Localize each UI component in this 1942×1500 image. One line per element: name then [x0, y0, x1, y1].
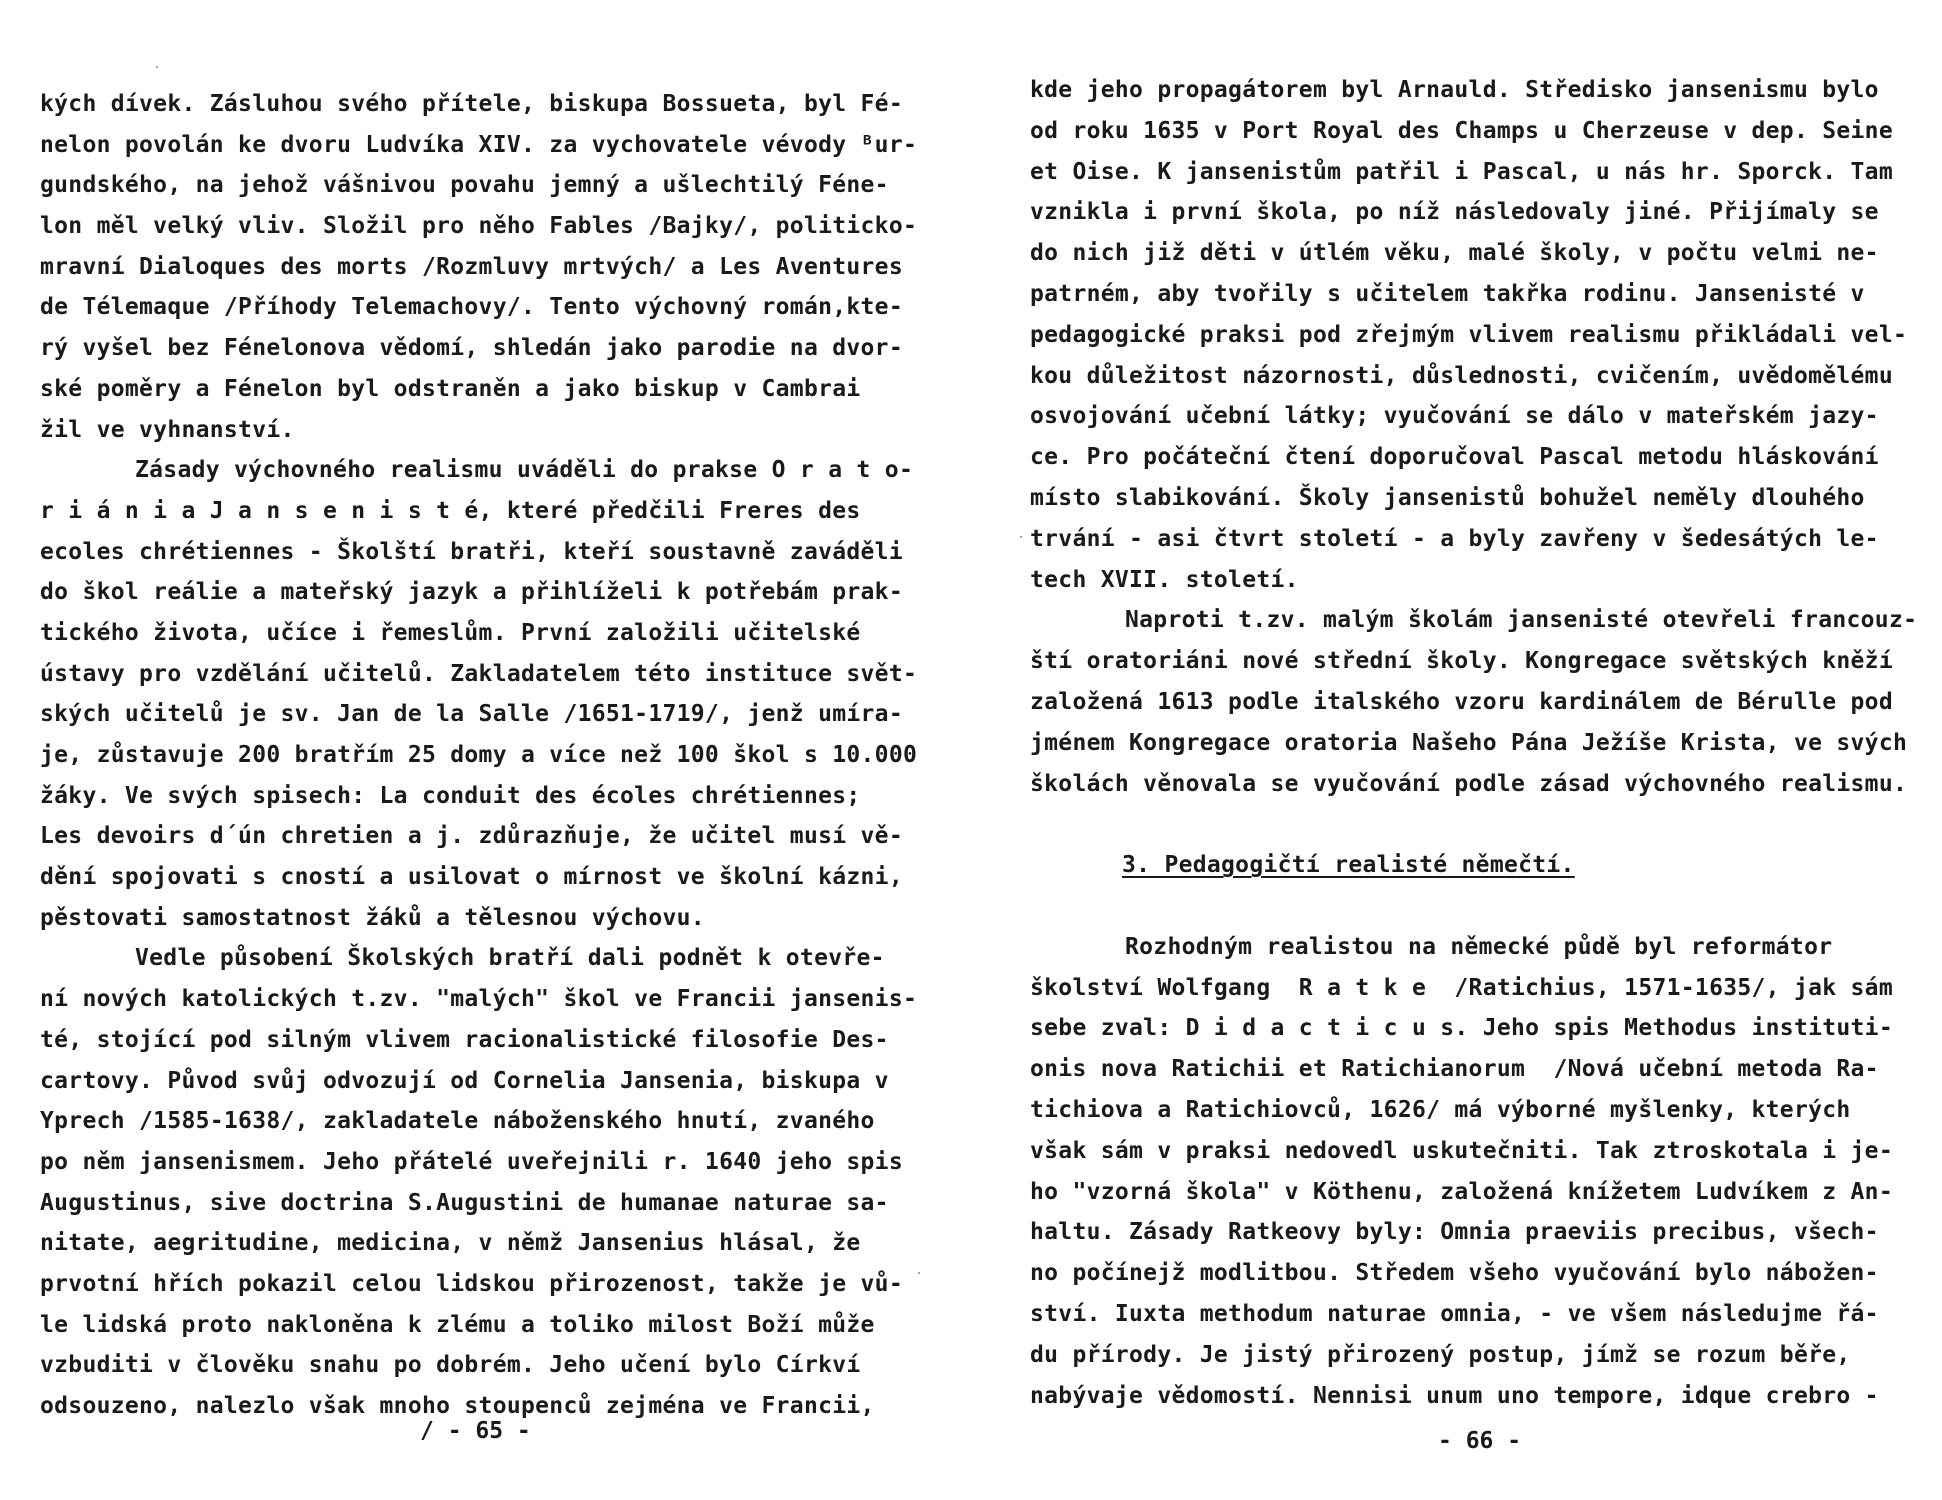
text-line: lon měl velký vliv. Složil pro něho Fables /Bajky/, politicko- — [40, 213, 918, 240]
text-line: ství. Iuxta methodum naturae omnia, - ve všem následujme řá- — [1030, 1300, 1879, 1327]
text-line: je, zůstavuje 200 bratřím 25 domy a více než 100 škol s 10.000 — [40, 742, 918, 768]
right-page-number: - 66 - — [1438, 1428, 1522, 1454]
text-line: haltu. Zásady Ratkeovy byly: Omnia praeviis precibus, všech- — [1030, 1219, 1879, 1246]
text-line: cartovy. Původ svůj odvozují od Cornelia Jansenia, biskupa v — [40, 1067, 889, 1094]
text-line: ho "vzorná škola" v Köthenu, založená knížetem Ludvíkem z An- — [1030, 1178, 1893, 1205]
text-line: ústavy pro vzdělání učitelů. Zakladatelem této instituce svět- — [40, 660, 918, 687]
section-heading: 3. Pedagogičtí realisté němečtí. — [1122, 852, 1575, 879]
text-line: školách věnovala se vyučování podle zásad výchovného realismu. — [1030, 770, 1908, 797]
text-line: odsouzeno, nalezlo však mnoho stoupenců zejména ve Francii, — [40, 1393, 875, 1419]
text-line: nelon povolán ke dvoru Ludvíka XIV. za vychovatele vévody ᴮur- — [40, 131, 918, 158]
left-page-number: / - 65 - — [420, 1418, 531, 1444]
text-line: rý vyšel bez Fénelonova vědomí, shledán jako parodie na dvor- — [40, 335, 903, 362]
text-line: Les devoirs d´ún chretien a j. zdůrazňuje, že učitel musí vě- — [40, 823, 903, 850]
text-line: jménem Kongregace oratoria Našeho Pána Ježíše Krista, ve svých — [1030, 729, 1908, 756]
text-line: Zásady výchovného realismu uváděli do prakse O r a t o- — [135, 457, 914, 484]
text-line: gundského, na jehož vášnivou povahu jemný a ušlechtilý Féne- — [40, 172, 889, 199]
text-line: trvání - asi čtvrt století - a byly zavřeny v šedesátých le- — [1030, 525, 1879, 552]
text-line: ce. Pro počáteční čtení doporučoval Pascal metodu hláskování — [1030, 444, 1879, 471]
text-line: dění spojovati s cností a usilovat o mírnost ve školní kázni, — [40, 864, 903, 891]
text-line: tického života, učíce i řemeslům. První založili učitelské — [40, 619, 861, 646]
text-line: prvotní hřích pokazil celou lidskou přirozenost, takže je vů- — [40, 1270, 903, 1297]
text-line: kých dívek. Zásluhou svého přítele, biskupa Bossueta, byl Fé- — [40, 91, 903, 117]
text-line: Yprech /1585-1638/, zakladatele náboženského hnutí, zvaného — [40, 1108, 875, 1135]
text-line: vzbuditi v člověku snahu po dobrém. Jeho učení bylo Církví — [40, 1352, 861, 1379]
blank-line — [1030, 804, 1910, 845]
text-line: osvojování učební látky; vyučování se dálo v mateřském jazy- — [1030, 403, 1879, 430]
text-line: patrném, aby tvořily s učitelem takřka rodinu. Jansenisté v — [1030, 280, 1865, 307]
text-line: té, stojící pod silným vlivem racionalistické filosofie Des- — [40, 1026, 889, 1053]
text-line: onis nova Ratichii et Ratichianorum /Nová učební metoda Ra- — [1030, 1056, 1879, 1083]
text-line: ské poměry a Fénelon byl odstraněn a jako biskup v Cambrai — [40, 375, 861, 402]
text-line: do škol reálie a mateřský jazyk a přihlíželi k potřebám prak- — [40, 579, 903, 606]
text-line: de Télemaque /Příhody Telemachovy/. Tento výchovný román,kte- — [40, 294, 903, 321]
text-line: mravní Dialoques des morts /Rozmluvy mrtvých/ a Les Aventures — [40, 253, 903, 280]
text-line: Vedle působení Školských bratří dali podnět k otevře- — [135, 945, 885, 972]
right-page-text — [1030, 70, 1918, 1416]
text-line: du přírody. Je jistý přirozený postup, jímž se rozum běře, — [1030, 1341, 1851, 1368]
text-line: pěstovati samostatnost žáků a tělesnou výchovu. — [40, 904, 705, 931]
text-line: Rozhodným realistou na německé půdě byl reformátor — [1125, 933, 1833, 960]
text-line: místo slabikování. Školy jansenistů bohužel neměly dlouhého — [1030, 484, 1865, 511]
text-line: tech XVII. století. — [1030, 566, 1299, 593]
text-line: Augustinus, sive doctrina S.Augustini de humanae naturae sa- — [40, 1189, 889, 1216]
left-page-text — [40, 84, 920, 1427]
scan-speck — [156, 66, 158, 68]
left-page — [0, 0, 950, 1500]
scan-speck — [1020, 536, 1022, 538]
text-line: sebe zval: D i d a c t i c u s. Jeho spis Methodus instituti- — [1030, 1015, 1893, 1042]
blank-line — [1030, 886, 1910, 927]
text-line: do nich již děti v útlém věku, malé školy, v počtu velmi ne- — [1030, 240, 1879, 267]
scan-speck — [918, 1272, 920, 1274]
text-line: od roku 1635 v Port Royal des Champs u Cherzeuse v dep. Seine — [1030, 117, 1893, 144]
text-line: vznikla i první škola, po níž následovaly jiné. Přijímaly se — [1030, 199, 1879, 226]
text-line: Naproti t.zv. malým školám jansenisté otevřeli francouz- — [1125, 607, 1918, 634]
text-line: ecoles chrétiennes - Školští bratři, kteří soustavně zaváděli — [40, 538, 903, 565]
text-line: kde jeho propagátorem byl Arnauld. Středisko jansenismu bylo — [1030, 77, 1879, 103]
text-line: založená 1613 podle italského vzoru kardinálem de Bérulle pod — [1030, 688, 1893, 715]
text-line: pedagogické praksi pod zřejmým vlivem realismu přikládali vel- — [1030, 321, 1908, 348]
text-line: však sám v praksi nedovedl uskutečniti. Tak ztroskotala i je- — [1030, 1137, 1893, 1164]
text-line: školství Wolfgang R a t k e /Ratichius, 1571-1635/, jak sám — [1030, 974, 1893, 1001]
text-line: ští oratoriáni nové střední školy. Kongregace světských kněží — [1030, 648, 1893, 675]
text-line: tichiova a Ratichiovců, 1626/ má výborné myšlenky, kterých — [1030, 1096, 1851, 1123]
text-line: po něm jansenismem. Jeho přátelé uveřejnili r. 1640 jeho spis — [40, 1148, 903, 1175]
text-line: nabývaje vědomostí. Nennisi unum uno tempore, idque crebro - — [1030, 1382, 1879, 1409]
text-line: le lidská proto nakloněna k zlému a toliko milost Boží může — [40, 1311, 875, 1338]
text-line: et Oise. K jansenistům patřil i Pascal, u nás hr. Sporck. Tam — [1030, 158, 1893, 185]
text-line: ských učitelů je sv. Jan de la Salle /1651-1719/, jenž umíra- — [40, 701, 903, 728]
text-line: kou důležitost názornosti, důslednosti, cvičením, uvědomělému — [1030, 362, 1893, 389]
text-line: ní nových katolických t.zv. "malých" škol ve Francii jansenis- — [40, 986, 918, 1013]
right-page — [1000, 0, 1942, 1500]
text-line: nitate, aegritudine, medicina, v němž Jansenius hlásal, že — [40, 1230, 861, 1257]
text-line: no počínejž modlitbou. Středem všeho vyučování bylo nábožen- — [1030, 1260, 1879, 1287]
text-line: r i á n i a J a n s e n i s t é, které předčili Freres des — [40, 497, 861, 524]
text-line: žáky. Ve svých spisech: La conduit des écoles chrétiennes; — [40, 782, 861, 809]
text-line: žil ve vyhnanství. — [40, 416, 295, 443]
